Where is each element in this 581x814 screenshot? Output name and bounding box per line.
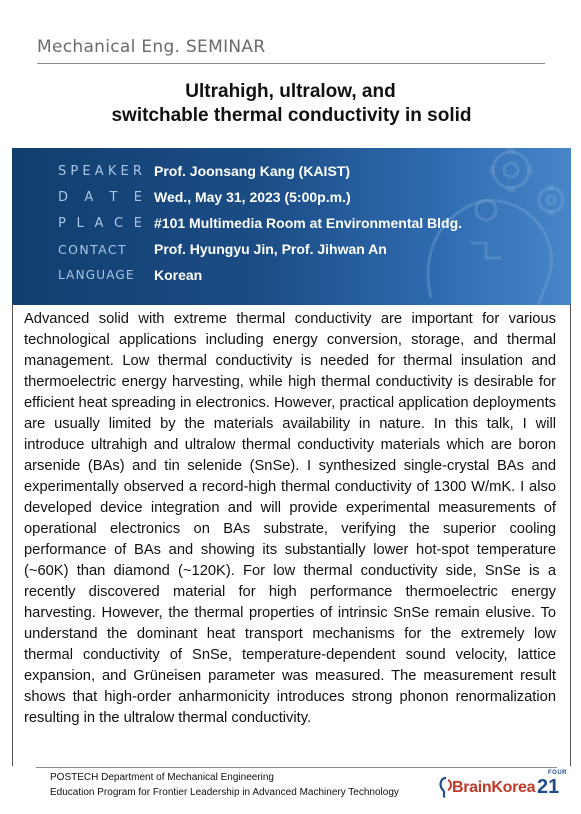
abstract-text: Advanced solid with extreme thermal conductivity are important for various technological applications including energy conversion, storage, and thermal management. Low thermal conductivity is needed for thermal insulation and thermoelectric energy harvesting, while high thermal conductivity is desirable for efficient heat spreading in electronics. However, practical application deployments are usually limited by the materials availability in nature. In this talk, I will introduce ultrahigh and ultralow thermal conductivity materials which are boron arsenide (BAs) and tin selenide (SnSe). I synthesized single-crystal BAs and experimentally observed a record-high thermal conductivity of 1300 W/mK. I also developed device integration and will provide experimental measurements of operational electronics on BAs substrate, verifying the superior cooling performance of BAs and showing its substantially lower hot-spot temperature (~60K) than diamond (~120K). For low thermal conductivity side, SnSe is a recently discovered material for high performance thermoelectric energy harvesting. However, the thermal properties of intrinsic SnSe remain elusive. To understand the dominant heat transport mechanisms for the extremely low thermal conductivity of SnSe, temperature-dependent sound velocity, lattice expansion, and Grüneisen parameter was measured. The measurement result shows that high-order anharmonicity introduces strong phonon renormalization resulting in the ultralow thermal conductivity. <box>24 311 556 726</box>
brainkorea21-logo <box>438 770 573 804</box>
date-label: D A T E <box>58 190 142 205</box>
info-banner <box>12 148 571 305</box>
footer-divider <box>36 767 557 768</box>
footer-line-2: Education Program for Frontier Leadership in Advanced Machinery Technology <box>50 787 399 798</box>
language-value: Korean <box>154 267 203 283</box>
date-value: Wed., May 31, 2023 (5:00p.m.) <box>154 189 351 205</box>
speaker-value: Prof. Joonsang Kang (KAIST) <box>154 163 350 179</box>
contact-value: Prof. Hyungyu Jin, Prof. Jihwan An <box>154 241 387 257</box>
contact-label: CONTACT <box>58 242 128 257</box>
heading-divider <box>37 63 545 64</box>
title-line-2: switchable thermal conductivity in solid <box>111 105 472 126</box>
logo-number: 21 <box>537 776 560 798</box>
language-label: LANGUAGE <box>58 268 135 282</box>
footer-organization <box>50 770 399 800</box>
place-label: P L A C E <box>58 216 142 231</box>
speaker-label: S P E A K E R <box>58 164 142 179</box>
footer-line-1: POSTECH Department of Mechanical Engineering <box>50 772 274 783</box>
logo-four-tag: FOUR <box>548 770 567 776</box>
place-value: #101 Multimedia Room at Environmental Bldg. <box>154 215 463 231</box>
title-line-1: Ultrahigh, ultralow, and <box>185 81 396 102</box>
logo-brand-text: BrainKorea <box>452 779 536 796</box>
series-heading: Mechanical Eng. SEMINAR <box>37 37 266 57</box>
seminar-title <box>0 80 581 128</box>
